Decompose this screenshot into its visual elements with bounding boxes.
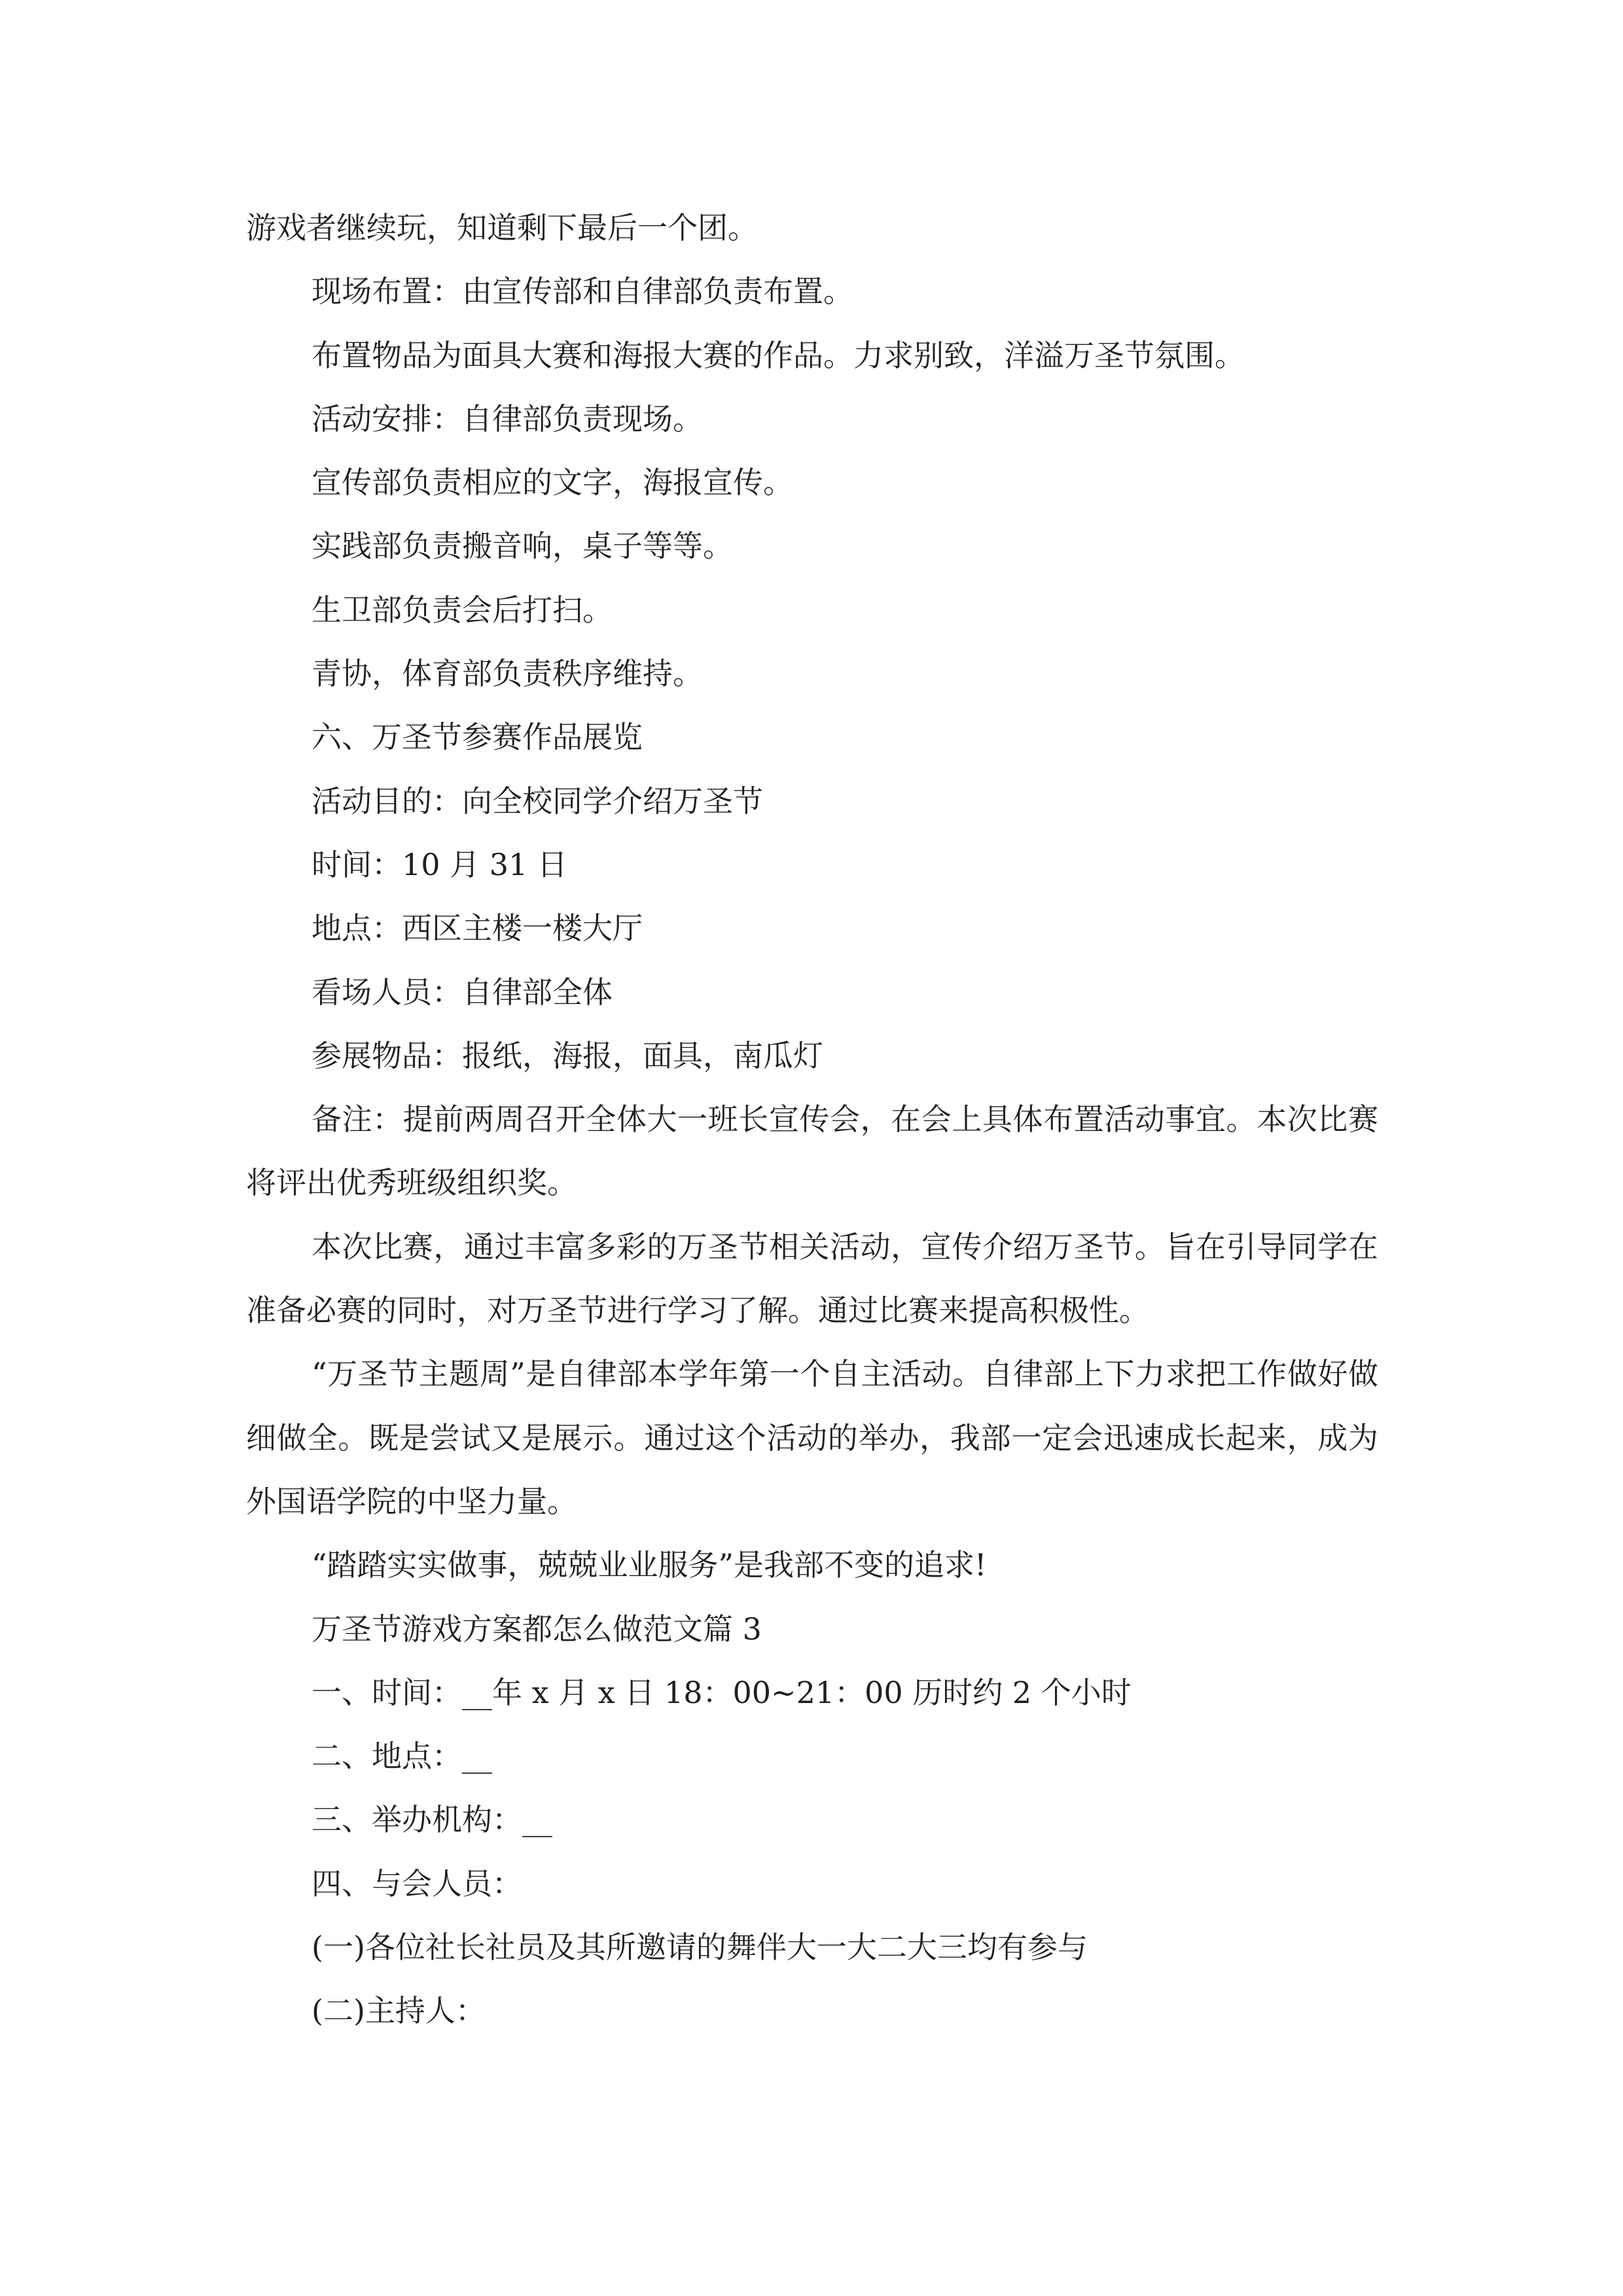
paragraph: 一、时间：__年 x 月 x 日 18：00~21：00 历时约 2 个小时: [312, 1674, 1132, 1710]
paragraph: 六、万圣节参赛作品展览: [312, 719, 643, 755]
paragraph: 万圣节游戏方案都怎么做范文篇 3: [312, 1611, 762, 1647]
paragraph: 宣传部负责相应的文字，海报宣传。: [312, 465, 793, 501]
paragraph: (一)各位社长社员及其所邀请的舞伴大一大二大三均有参与: [312, 1929, 1088, 1965]
document-body: [246, 196, 1378, 2043]
paragraph: (二)主持人：: [312, 1993, 486, 2029]
paragraph: 参展物品：报纸，海报，面具，南瓜灯: [312, 1037, 823, 1073]
paragraph: 活动安排：自律部负责现场。: [312, 401, 703, 437]
paragraph: 生卫部负责会后打扫。: [312, 592, 613, 628]
paragraph: 青协，体育部负责秩序维持。: [312, 656, 703, 692]
paragraph: 时间：10 月 31 日: [312, 846, 567, 882]
paragraph: 地点：西区主楼一楼大厅: [312, 910, 643, 946]
paragraph: 布置物品为面具大赛和海报大赛的作品。力求别致，洋溢万圣节氛围。: [312, 337, 1245, 373]
paragraph: 看场人员：自律部全体: [312, 974, 613, 1010]
paragraph: 游戏者继续玩，知道剩下最后一个团。: [246, 210, 758, 245]
paragraph: 备注：提前两周召开全体大一班长宣传会，在会上具体布置活动事宜。本次比赛将评出优秀班级组织奖。: [246, 1102, 1378, 1201]
paragraph: 实践部负责搬音响，桌子等等。: [312, 528, 733, 564]
paragraph: 本次比赛，通过丰富多彩的万圣节相关活动，宣传介绍万圣节。旨在引导同学在准备必赛的同时，对万圣节进行学习了解。通过比赛来提高积极性。: [246, 1229, 1378, 1329]
paragraph: “万圣节主题周”是自律部本学年第一个自主活动。自律部上下力求把工作做好做细做全。既是尝试又是展示。通过这个活动的举办，我部一定会迅速成长起来，成为外国语学院的中坚力量。: [246, 1356, 1378, 1519]
paragraph: 现场布置：由宣传部和自律部负责布置。: [312, 274, 853, 310]
paragraph: “踏踏实实做事，兢兢业业服务”是我部不变的追求!: [312, 1547, 987, 1583]
paragraph: 活动目的：向全校同学介绍万圣节: [312, 783, 763, 819]
paragraph: 四、与会人员：: [312, 1865, 522, 1901]
paragraph: 二、地点：__: [312, 1738, 492, 1774]
paragraph: 三、举办机构：__: [312, 1802, 552, 1838]
